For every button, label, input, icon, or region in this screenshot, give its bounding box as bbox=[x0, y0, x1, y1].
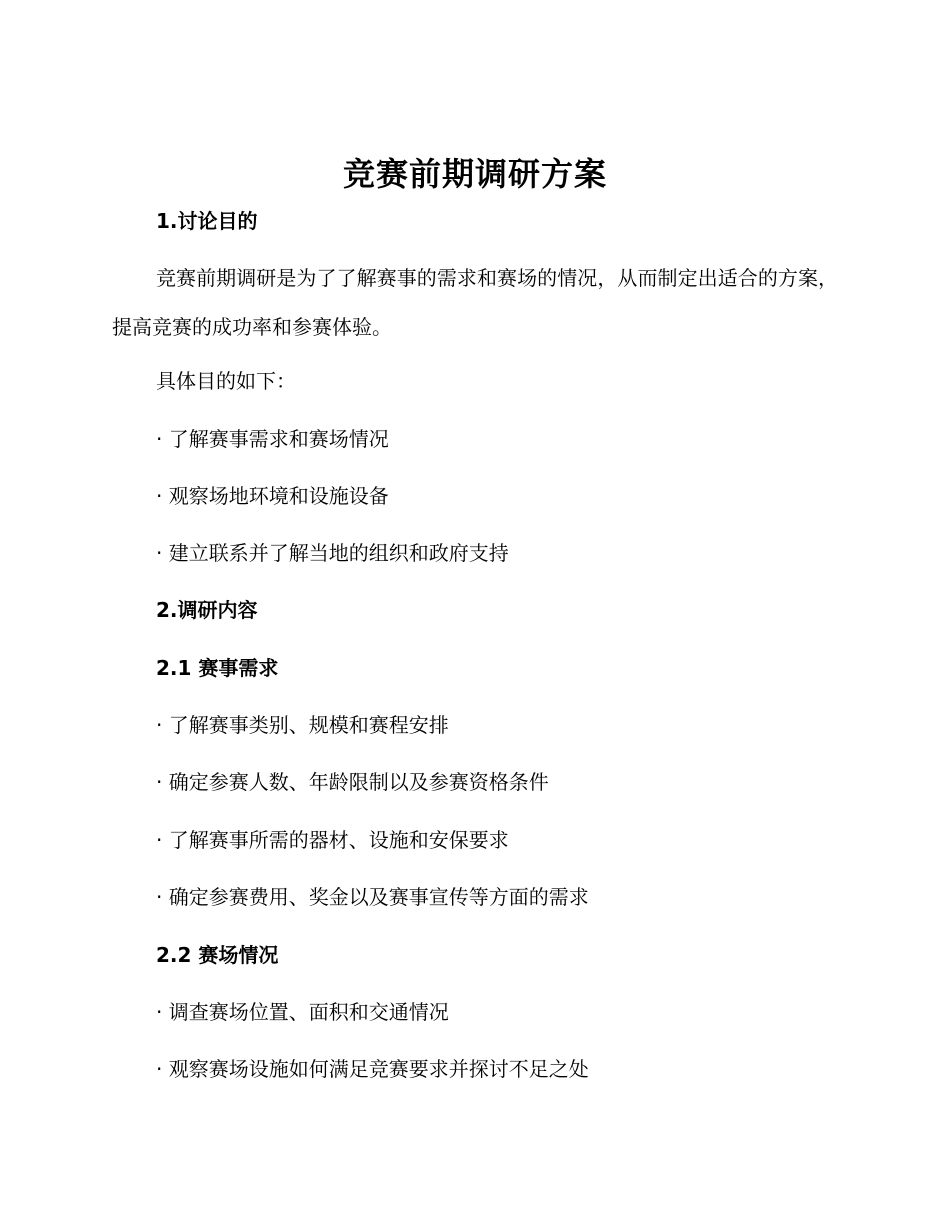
subsection-heading-venue: 2.2 赛场情况 bbox=[156, 943, 279, 967]
list-item: · 确定参赛费用、奖金以及赛事宣传等方面的需求 bbox=[156, 885, 589, 909]
list-item: · 了解赛事需求和赛场情况 bbox=[156, 427, 389, 451]
subsection-heading-event-needs: 2.1 赛事需求 bbox=[156, 656, 279, 680]
purpose-intro: 具体目的如下： bbox=[156, 369, 296, 393]
purpose-paragraph: 竞赛前期调研是为了了解赛事的需求和赛场的情况，从而制定出适合的方案，提高竞赛的成功率和参赛体验。 bbox=[112, 266, 838, 339]
list-item: · 调查赛场位置、面积和交通情况 bbox=[156, 1000, 449, 1024]
list-item: · 了解赛事所需的器材、设施和安保要求 bbox=[156, 828, 509, 852]
list-item: · 了解赛事类别、规模和赛程安排 bbox=[156, 713, 449, 737]
list-item: · 建立联系并了解当地的组织和政府支持 bbox=[156, 541, 509, 565]
section-heading-purpose: 1.讨论目的 bbox=[156, 209, 258, 233]
list-item: · 确定参赛人数、年龄限制以及参赛资格条件 bbox=[156, 770, 549, 794]
list-item: · 观察场地环境和设施设备 bbox=[156, 484, 389, 508]
document-title: 竞赛前期调研方案 bbox=[342, 155, 607, 193]
section-heading-content: 2.调研内容 bbox=[156, 598, 258, 622]
list-item: · 观察赛场设施如何满足竞赛要求并探讨不足之处 bbox=[156, 1057, 589, 1081]
